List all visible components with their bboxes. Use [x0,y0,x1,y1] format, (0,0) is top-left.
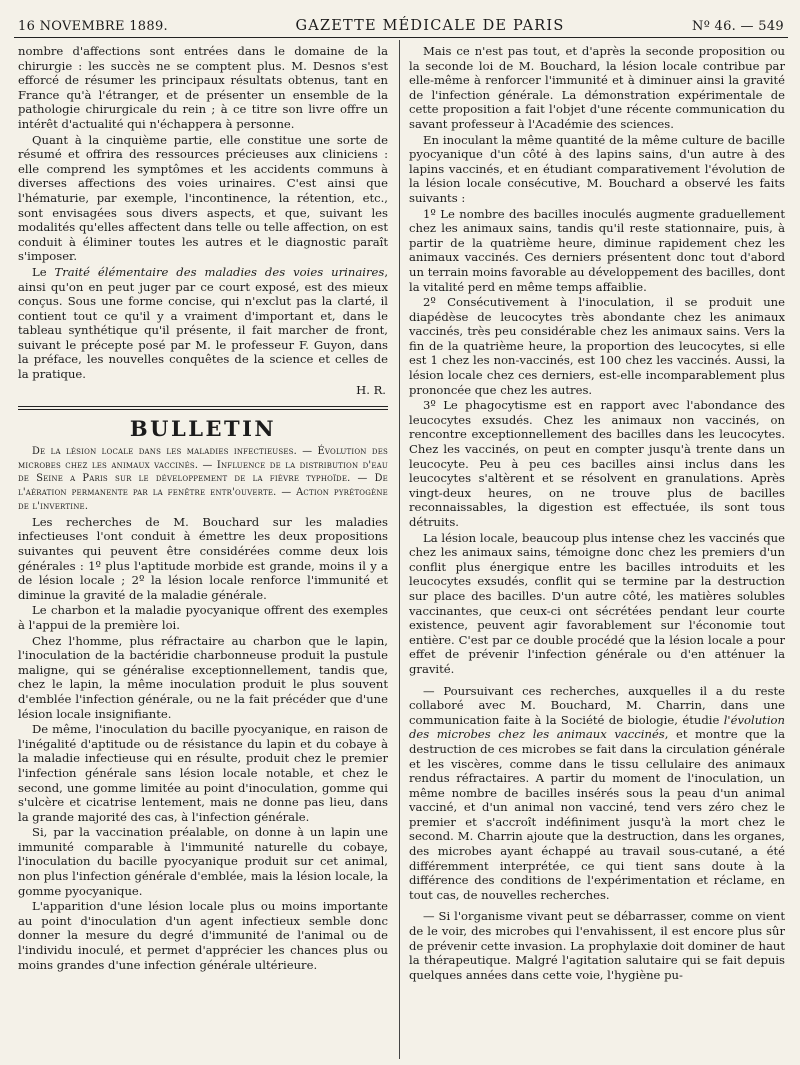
paragraph: Le charbon et la maladie pyocyanique offrent des exemples à l'appui de la première loi. [18,603,388,632]
paragraph: Quant à la cinquième partie, elle constitue une sorte de résumé et offrira des ressources précieuses aux cliniciens : elle comprend les symptômes et les accidents communs à diverses affections des voies urinaires. C'est ainsi que l'hématurie, par exemple, l'incontinence, la rétention, etc., sont envisagées sous divers aspects, et que, suivant les modalités qu'elles affectent dans telle ou telle affection, on est conduit à éliminer toutes les autres et le diagnostic paraît s'imposer. [18,132,388,264]
paragraph: Si, par la vaccination préalable, on donne à un lapin une immunité comparable à l'immunité naturelle du cobaye, l'inoculation du bacille pyocyanique produit sur cet animal, non plus l'infection générale d'emblée, mais la lésion locale, la gomme pyocyanique. [18,825,388,898]
page-header [18,10,784,34]
paragraph: nombre d'affections sont entrées dans le domaine de la chirurgie : les succès ne se comptent plus. M. Desnos s'est efforcé de résumer les principaux résultats obtenus, tant en France qu'à l'étranger, et de présenter un ensemble de la pathologie chirurgicale du rein ; à ce titre son livre offre un intérêt d'actualité qui n'échappera à personne. [18,44,388,131]
column-divider [399,40,400,1059]
right-column [409,44,785,1059]
header-date: 16 NOVEMBRE 1889. [18,19,168,34]
section-title: BULLETIN [129,416,277,442]
paragraph: 2º Consécutivement à l'inoculation, il se produit une diapédèse de leucocytes très abondante chez les animaux vaccinés, très peu considérable chez les animaux sains. Vers la fin de la quatrième heure, la proportion des leucocytes, si elle est 1 chez les non-vaccinés, est 100 chez les vaccinés. Aussi, la lésion locale chez ces derniers, est-elle incomparablement plus prononcée que chez les autres. [409,295,785,397]
text-run: , ainsi qu'on en peut juger par ce court exposé, est des mieux conçus. Sous une forme concise, qui n'exclut pas la clarté, il contient tout ce qu'il y a vraiment d'important et, dans le tableau synthétique qu'il présente, il fait marcher de front, suivant le précepte posé par M. le professeur F. Guyon, dans la préface, les nouvelles conquêtes de la science et celles de la pratique. [18,264,388,382]
text-run: , et montre que la destruction de ces microbes se fait dans la circulation générale et les viscères, comme dans le tissu cellulaire des animaux rendus réfractaires. A partir du moment de l'inoculation, un même nombre de bacilles insérés sous la peau d'un animal vacciné, et d'un animal non vacciné, tend vers zéro chez le premier et s'accroît indéfiniment jusqu'à la mort chez le second. M. Charrin ajoute que la destruction, dans les organes, des microbes ayant échappé au travail sous-cutané, a été différemment interprétée, ce qui tient sans doute à la différence des conditions de l'expérimentation et réclame, en tout cas, de nouvelles recherches. [409,727,785,902]
book-title: Traité élémentaire des maladies des voies urinaires [54,264,385,279]
paragraph: — Si l'organisme vivant peut se débarrasser, comme on vient de le voir, des microbes qui l'envahissent, il est encore plus sûr de prévenir cette invasion. La prophylaxie doit dominer de haut la thérapeutique. Malgré l'agitation salutaire qui se fait depuis quelques années dans cette voie, l'hygiène pu- [409,909,785,982]
paragraph [409,684,785,903]
text-run: Le [32,264,55,279]
signature: H. R. [356,382,386,397]
header-issue: Nº 46. — 549 [692,19,784,34]
paragraph: Chez l'homme, plus réfractaire au charbon que le lapin, l'inoculation de la bactéridie charbonneuse produit la pustule maligne, qui se généralise exceptionnellement, tandis que, chez le lapin, la même inoculation produit le plus souvent d'emblée l'infection générale, ou ne la fait précéder que d'une lésion locale insignifiante. [18,633,388,721]
text-run: — Poursuivant ces recherches, auxquelles il a du reste collaboré avec M. Bouchard, M. Charrin, dans une communication faite à la Société de biologie, étudie [409,683,785,727]
paragraph: 1º Le nombre des bacilles inoculés augmente graduellement chez les animaux sains, tandis qu'il reste stationnaire, puis, à partir de la quatrième heure, diminue rapidement chez les animaux vaccinés. Ces derniers présentent donc tout d'abord un terrain moins favorable au développement des bacilles, dont la vitalité perd en même temps affaiblie. [409,206,785,294]
paragraph: 3º Le phagocytisme est en rapport avec l'abondance des leucocytes exsudés. Chez les animaux non vaccinés, on rencontre exceptionnellement des bacilles dans les leucocytes. Chez les vaccinés, on peut en compter jusqu'à trente dans un leucocyte. Peu à peu ces bacilles ainsi inclus dans les leucocytes s'altèrent et se résolvent en granulations. Après vingt-deux heures, on ne trouve plus de bacilles reconnaissables, la digestion est effectuée, ils sont tous détruits. [409,398,785,529]
left-column [18,44,388,1059]
section-rule [18,406,388,410]
header-title: GAZETTE MÉDICALE DE PARIS [295,18,565,34]
study-title: l'évolution des microbes chez les animaux vaccinés [409,712,785,742]
paragraph: Mais ce n'est pas tout, et d'après la seconde proposition ou la seconde loi de M. Bouchard, la lésion locale contribue par elle-même à renforcer l'immunité et à diminuer ainsi la gravité de l'infection générale. La démonstration expérimentale de cette proposition a fait l'objet d'une récente communication du savant professeur à l'Académie des sciences. [409,44,785,131]
paragraph: La lésion locale, beaucoup plus intense chez les vaccinés que chez les animaux sains, témoigne donc chez les premiers d'un conflit plus énergique entre les bacilles introduits et les leucocytes exsudés, conflit qui se termine par la destruction sur place des bacilles. D'un autre côté, les matières solubles vaccinantes, que ceux-ci ont sécrétées pendant leur courte existence, peuvent agir favorablement sur l'économie tout entière. C'est par ce double procédé que la lésion locale a pour effet de prévenir l'infection générale ou d'en atténuer la gravité. [409,530,785,676]
paragraph [18,265,388,382]
paragraph: De même, l'inoculation du bacille pyocyanique, en raison de l'inégalité d'aptitude ou de résistance du lapin et du cobaye à la maladie infectieuse qui en résulte, produit chez le premier l'infection générale sans lésion locale notable, et chez le second, une gomme limitée au point d'inoculation, gomme qui s'ulcère et cicatrise lentement, mais ne donne pas lieu, dans la grande majorité des cas, à l'infection générale. [18,722,388,824]
header-rule [14,37,788,38]
paragraph: En inoculant la même quantité de la même culture de bacille pyocyanique d'un côté à des lapins sains, d'un autre à des lapins vaccinés, et en étudiant comparativement l'évolution de la lésion locale consécutive, M. Bouchard a observé les faits suivants : [409,132,785,205]
paragraph: L'apparition d'une lésion locale plus ou moins importante au point d'inoculation d'un agent infectieux semble donc donner la mesure du degré d'immunité de l'animal ou de l'individu inoculé, et permet d'apprécier les chances plus ou moins grandes d'une infection générale ultérieure. [18,899,388,972]
section-summary: De la lésion locale dans les maladies infectieuses. — Évolution des microbes chez les animaux vaccinés. — Influence de la distribution d'eau de Seine a Paris sur le développement de la fièvre typhoïde. — De l'aération permanente par la fenêtre entr'ouverte. — Action pyrétogène de l'invertine. [18,445,388,513]
paragraph: Les recherches de M. Bouchard sur les maladies infectieuses l'ont conduit à émettre les deux propositions suivantes qui peuvent être considérées comme deux lois générales : 1º plus l'aptitude morbide est grande, moins il y a de lésion locale ; 2º la lésion locale renforce l'immunité et diminue la gravité de la maladie générale. [18,514,388,602]
